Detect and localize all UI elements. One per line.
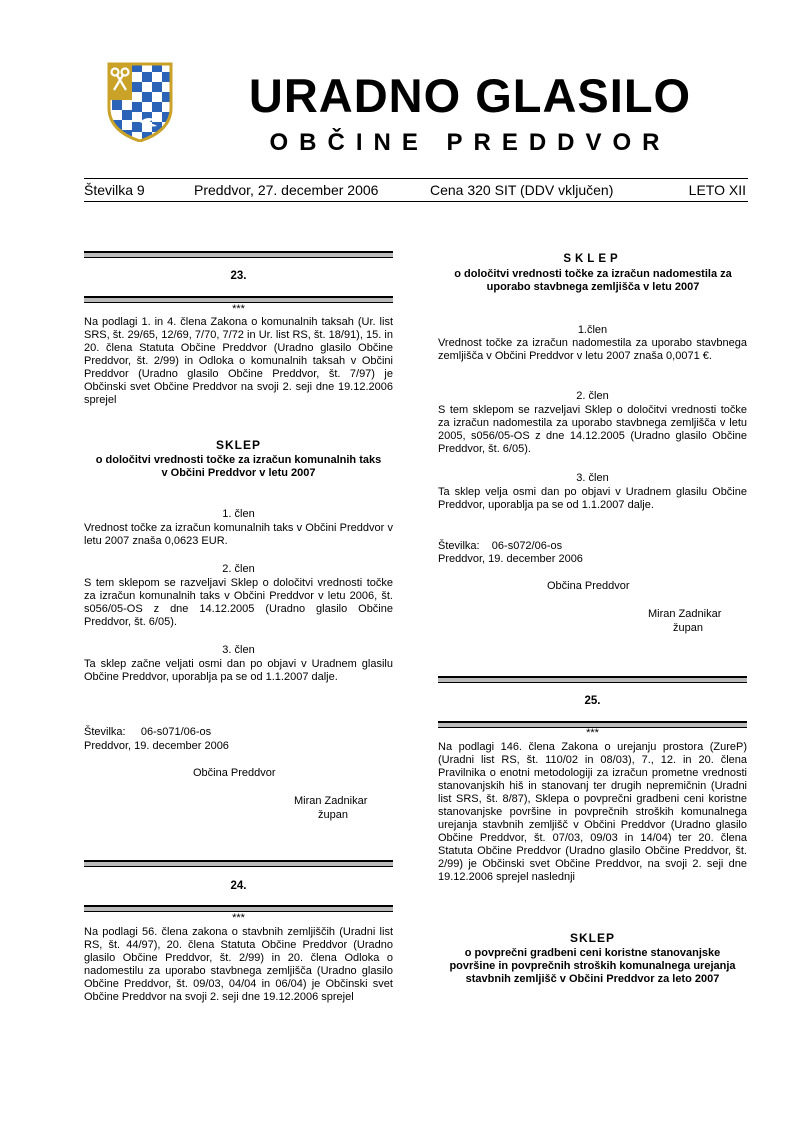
article-intro: Na podlagi 56. člena zakona o stavbnih zemljiščih (Uradni list RS, št. 44/97), 20. člena Statuta Občine Preddvor (Uradno glasilo Občine Preddvor, št. 2/99) in 20. člena Odloka o nadomestilu za uporabo stavbnega zemljišča (Uradno glasilo Občine Preddvor, št. 09/03, 04/04 in 06/04) je Občinski svet Občine Preddvor na svoji 2. seji dne 19.12.2006 sprejel xyxy=(84,926,393,1003)
coat-of-arms-icon xyxy=(106,62,174,142)
section-divider xyxy=(84,251,393,258)
stars-separator: *** xyxy=(586,727,599,739)
clen-text: S tem sklepom se razveljavi Sklep o določitvi vrednosti točke za izračun komunalnih taks v Občini Preddvor v letu 2006, št. s056/05-OS z dne 14.12.2005 (Uradno glasilo Občine Preddvor, št. 6/05). xyxy=(84,577,393,628)
place-date: Preddvor, 19. december 2006 xyxy=(84,740,229,752)
document-number: Številka: 06-s071/06-os xyxy=(84,726,212,738)
issue-price: Cena 320 SIT (DDV vključen) xyxy=(430,182,614,198)
clen-text: Vrednost točke za izračun komunalnih taks v Občini Preddvor v letu 2007 znaša 0,0623 EUR. xyxy=(84,522,393,547)
sklep-title: o določitvi vrednosti točke za izračun nadomestila za uporabo stavbnega zemljišča v letu 2007 xyxy=(454,268,732,293)
municipality: Občina Preddvor xyxy=(547,580,630,592)
section-divider xyxy=(84,860,393,867)
sklep-heading: SKLEP xyxy=(563,253,622,265)
section-divider xyxy=(84,296,393,303)
article-number: 25. xyxy=(584,695,601,707)
place-date: Preddvor, 19. december 2006 xyxy=(438,553,583,565)
article-number: 24. xyxy=(230,880,247,892)
signer-name: Miran Zadnikar xyxy=(294,795,368,807)
clen-heading: 1.člen xyxy=(577,324,608,336)
signer-name: Miran Zadnikar xyxy=(648,608,722,620)
document-number: Številka: 06-s072/06-os xyxy=(438,540,563,552)
clen-text: Ta sklep začne veljati osmi dan po objavi v Uradnem glasilu Občine Preddvor, uporablja pa se od 1.1.2007 dalje. xyxy=(84,658,393,683)
sklep-title: o povprečni gradbeni ceni koristne stanovanjske površine in povprečnih stroških komunalnega urejanja stavbnih zemljišč v Občini Preddvor za leto 2007 xyxy=(449,947,736,985)
clen-text: Vrednost točke za izračun nadomestila za uporabo stavbnega zemljišča v Občini Preddvor v letu 2007 znaša 0,0071 €. xyxy=(438,337,747,362)
stars-separator: *** xyxy=(232,912,245,924)
issue-number: Številka 9 xyxy=(84,182,145,198)
sklep-title: o določitvi vrednosti točke za izračun komunalnih taks v Občini Preddvor v letu 2007 xyxy=(95,454,382,479)
clen-text: Ta sklep velja osmi dan po objavi v Uradnem glasilu Občine Preddvor, uporablja pa se od 1.1.2007 dalje. xyxy=(438,486,747,511)
article-number: 23. xyxy=(230,270,247,282)
publication-title: URADNO GLASILO xyxy=(248,69,692,122)
section-divider xyxy=(438,676,747,683)
municipality: Občina Preddvor xyxy=(193,767,276,779)
clen-heading: 1. člen xyxy=(222,508,255,520)
clen-heading: 2. člen xyxy=(576,390,609,402)
article-intro: Na podlagi 146. člena Zakona o urejanju prostora (ZureP) (Uradni list RS, št. 110/02 in 08/03), 7., 12. in 20. člena Pravilnika o enotni metodologiji za izračun prometne vrednosti stanovanjskih hiš in stanovanj ter drugih nepremičnin (Uradni list SRS, št. 8/87), Sklepa o povprečni gradbeni ceni koristne stanovanjske površine in povprečnih stroških komunalnega urejanja stavbnih zemljišč v Občini Preddvor (Uradno glasilo Občine Preddvor, št. 07/03, 09/03 in 14/04) ter 20. člena Statuta Občine Preddvor (Uradno glasilo Občine Preddvor, št. 2/99) je Občinski svet Občine Preddvor, na svoji 2. seji dne 19.12.2006 sprejel naslednji xyxy=(438,741,747,883)
signer-role: župan xyxy=(673,622,703,634)
clen-heading: 3. člen xyxy=(222,644,255,656)
issue-date: Preddvor, 27. december 2006 xyxy=(194,182,379,198)
clen-heading: 2. člen xyxy=(222,563,255,575)
sklep-heading: SKLEP xyxy=(569,931,615,945)
issue-info-bar xyxy=(84,178,748,202)
publication-subtitle: OBČINE PREDDVOR xyxy=(269,129,671,156)
issue-year: LETO XII xyxy=(688,182,746,198)
clen-heading: 3. člen xyxy=(576,472,609,484)
stars-separator: *** xyxy=(232,303,245,315)
sklep-heading: SKLEP xyxy=(215,438,261,452)
article-intro: Na podlagi 1. in 4. člena Zakona o komunalnih taksah (Ur. list SRS, št. 29/65, 12/69, 7/70, 7/72 in Ur. list RS, št. 18/91), 15. in 20. člena Statuta Občine Preddvor (Uradno glasilo Občine Preddvor, št. 2/99) in Odloka o komunalnih taksah v Občini Preddvor (Uradno glasilo Občine Preddvor, št. 7/97) je Občinski svet Občine Preddvor na svoji 2. seji dne 19.12.2006 sprejel xyxy=(84,316,393,406)
clen-text: S tem sklepom se razveljavi Sklep o določitvi vrednosti točke za izračun nadomestila za uporabo stavbnega zemljišča v letu 2005, s056/05-OS z dne 14.12.2005 (Uradno glasilo Občine Preddvor, št. 6/05). xyxy=(438,404,747,455)
section-divider xyxy=(84,905,393,912)
signer-role: župan xyxy=(318,809,348,821)
